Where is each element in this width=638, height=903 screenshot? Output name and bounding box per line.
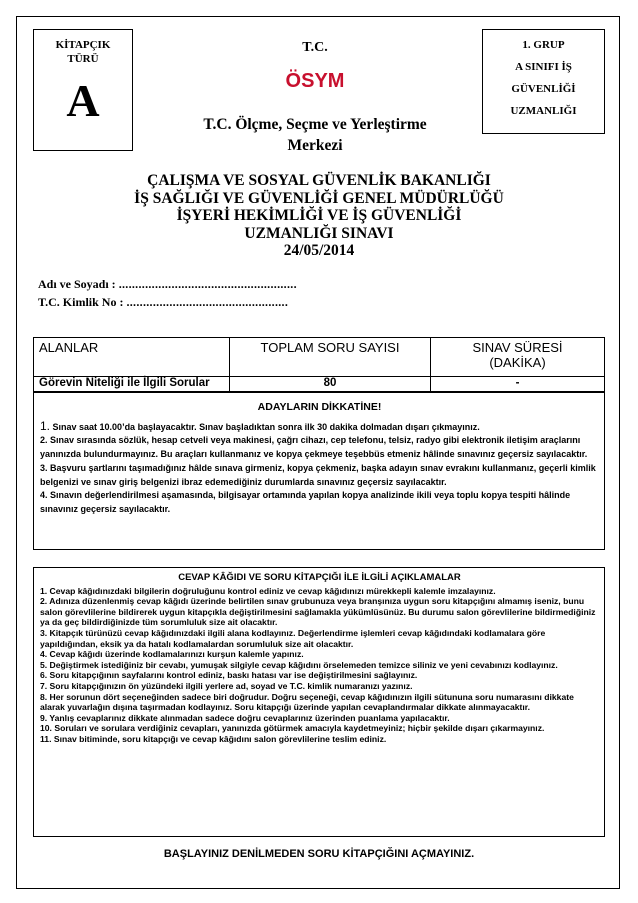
- header-question-count: TOPLAM SORU SAYISI: [230, 338, 431, 377]
- institution-line1: T.C. Ölçme, Seçme ve Yerleştirme: [203, 116, 427, 133]
- booklet-type-label: KİTAPÇIK TÜRÜ: [55, 39, 111, 65]
- id-label: T.C. Kimlik No :: [38, 295, 127, 309]
- id-dots: .................................................: [126, 295, 289, 309]
- footer-warning: BAŞLAYINIZ DENİLMEDEN SORU KİTAPÇIĞINI AÇMAYINIZ.: [163, 848, 475, 860]
- explanation-item: 2. Adınıza düzenlenmiş cevap kâğıdı üzerinde belirtilen sınav grubunuza veya branşınıza uygun soru kitapçığını almamış iseniz, bunu salon görevlilerine bildirerek uygun kitapçıkla değiştirilmesini sağlamakla yükümlüsünüz. Bu durumu salon görevlilerine bildirmediğiniz ya da geç bildirdiğinizde tüm sorumluluk size ait olacaktır.: [40, 596, 596, 628]
- booklet-type-box: [33, 29, 133, 151]
- exam-date: 24/05/2014: [283, 242, 355, 259]
- name-field[interactable]: [38, 275, 297, 293]
- osym-logo: ÖSYM: [285, 70, 345, 92]
- title-exam-line1: İŞYERİ HEKİMLİĞİ VE İŞ GÜVENLİĞİ: [176, 207, 462, 224]
- header-duration: [431, 338, 605, 377]
- candidate-fields: [38, 275, 297, 311]
- header-areas: ALANLAR: [34, 338, 230, 377]
- row-question-count: 80: [230, 377, 431, 392]
- warning-item: 3. Başvuru şartlarını taşımadığınız hâlde sınava girmeniz, kopya çekmeniz, başka adayın sınav evrakını kullanmanız, geçerli kimlik belgenizi ve sınav giriş belgenizi ibraz edemediğiniz durumlarda sınavınız geçersiz sayılacaktır.: [40, 462, 596, 487]
- explanation-item: 4. Cevap kâğıdı üzerinde kodlamalarınızı kurşun kalemle yapınız.: [40, 649, 304, 660]
- header-duration-line2: (DAKİKA): [489, 355, 546, 370]
- header-duration-line1: SINAV SÜRESİ: [472, 340, 563, 355]
- name-label: Adı ve Soyadı :: [38, 277, 119, 291]
- exam-areas-table: [33, 337, 605, 392]
- institution-line2: Merkezi: [287, 137, 343, 154]
- explanation-item: 6. Soru kitapçığının sayfalarını kontrol ediniz, baskı hatası var ise değiştirilmesini sağlayınız.: [40, 670, 418, 681]
- institution-name: [160, 114, 470, 156]
- explanations-title: CEVAP KÂĞIDI VE SORU KİTAPÇIĞI İLE İLGİLİ AÇIKLAMALAR: [178, 572, 461, 583]
- explanation-item: 3. Kitapçık türünüzü cevap kâğıdınızdaki ilgili alana kodlayınız. Değerlendirme işlemleri cevap kâğıdındaki kodlamalara göre yapıldığından, eksik ya da hatalı kodlamalardan sorumluluk size ait olacaktır.: [40, 627, 546, 649]
- warning-item: [40, 420, 599, 435]
- name-dots: ......................................................: [118, 277, 297, 291]
- explanation-item: 9. Yanlış cevaplarınız dikkate alınmadan sadece doğru cevaplarınız üzerinden puanlama yapılacaktır.: [40, 712, 450, 723]
- explanation-item: 8. Her sorunun dört seçeneğinden sadece biri doğrudur. Doğru seçeneği, cevap kâğıdınızın ilgili sütununa soru numarasını dikkate alarak yuvarlağın dışına taşırmadan kodlayınız. Soru kitapçığı üzerinde yapılan cevaplandırmalar dikkate alınmayacaktır.: [40, 691, 574, 713]
- group-line3: GÜVENLİĞİ: [511, 83, 576, 95]
- explanation-item: 11. Sınav bitiminde, soru kitapçığı ve cevap kâğıdını salon görevlilerine teslim ediniz.: [40, 733, 387, 744]
- title-exam-line2: UZMANLIĞI SINAVI: [244, 224, 394, 242]
- header-tc: T.C.: [302, 40, 328, 55]
- group-line2: A SINIFI İŞ: [515, 61, 572, 73]
- warnings-title: ADAYLARIN DİKKATİNE!: [257, 401, 382, 413]
- group-box: [482, 29, 605, 134]
- explanation-item: 1. Cevap kâğıdınızdaki bilgilerin doğruluğunu kontrol ediniz ve cevap kâğıdınızı mürekkepli kalemle imzalayınız.: [40, 585, 496, 596]
- booklet-type-value: A: [66, 75, 100, 126]
- row-duration: -: [431, 377, 605, 392]
- answer-sheet-explanations: [33, 567, 605, 837]
- title-directorate: İŞ SAĞLIĞI VE GÜVENLİĞİ GENEL MÜDÜRLÜĞÜ: [134, 189, 504, 207]
- explanation-item: 10. Soruları ve sorulara verdiğiniz cevapları, yanınızda götürmek amacıyla kaydetmeyiniz; hiçbir şekilde dışarı çıkarmayınız.: [40, 723, 545, 734]
- explanation-item: 5. Değiştirmek istediğiniz bir cevabı, yumuşak silgiyle cevap kâğıdını örselemeden temizce siliniz ve yeni cevabınızı kodlayınız.: [40, 659, 558, 670]
- table-header-row: [34, 338, 605, 377]
- candidate-warnings: [33, 392, 605, 550]
- group-line1: 1. GRUP: [522, 39, 565, 51]
- warning-item-number: 1.: [40, 418, 51, 433]
- id-field[interactable]: [38, 293, 297, 311]
- explanation-item: 7. Soru kitapçığınızın ön yüzündeki ilgili yerlere ad, soyad ve T.C. kimlik numaranızı yazınız.: [40, 680, 413, 691]
- table-row: [34, 377, 605, 392]
- row-area: Görevin Niteliği ile İlgili Sorular: [34, 377, 230, 392]
- warning-item-text: Sınav saat 10.00’da başlayacaktır. Sınav başladıktan sonra ilk 30 dakika dolmadan dışarı çıkmayınız.: [50, 421, 480, 432]
- exam-title: [34, 172, 604, 260]
- warning-item: 4. Sınavın değerlendirilmesi aşamasında, bilgisayar ortamında yapılan kopya analizinde ikili veya toplu kopya tespiti hâlinde sınavınız geçersiz sayılacaktır.: [40, 490, 571, 514]
- warning-item: 2. Sınav sırasında sözlük, hesap cetveli veya makinesi, çağrı cihazı, cep telefonu, telsiz, radyo gibi elektronik iletişim araçlarını yanınızda bulundurmayınız. Bu araçları kullanmanız ve kopya çekmeye teşebbüs etmeniz hâlinde sınavınız geçersiz sayılacaktır.: [40, 435, 588, 460]
- title-ministry: ÇALIŞMA VE SOSYAL GÜVENLİK BAKANLIĞI: [147, 172, 491, 189]
- group-line4: UZMANLIĞI: [510, 105, 577, 117]
